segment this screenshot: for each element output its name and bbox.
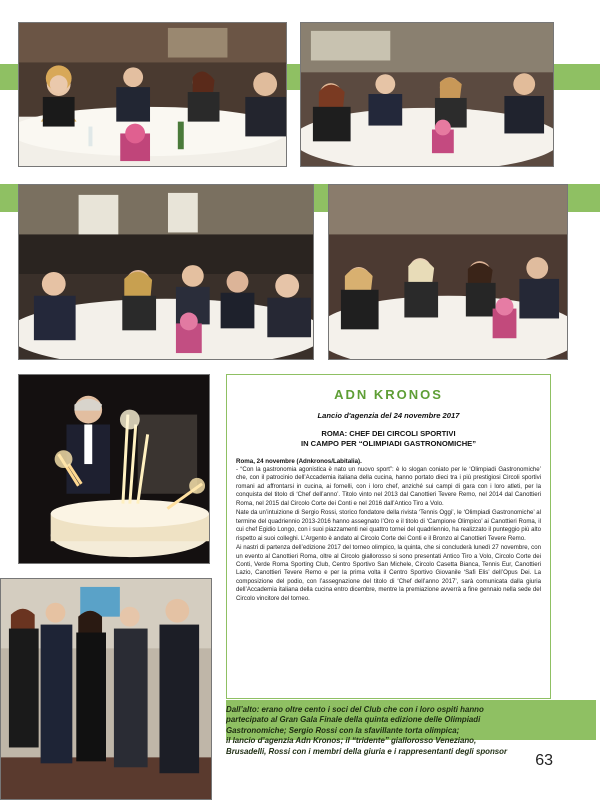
photo-dinner-table-2 bbox=[300, 22, 554, 167]
article-headline-line2: IN CAMPO PER “OLIMPIADI GASTRONOMICHE” bbox=[300, 439, 477, 448]
article-brand: ADN KRONOS bbox=[334, 387, 443, 402]
article-dateline: Roma, 24 novembre (Adnkronos/Labitalia). bbox=[236, 458, 362, 465]
photo-banquet-hall bbox=[18, 184, 314, 360]
photo-olympic-cake bbox=[18, 374, 210, 564]
photo-caption bbox=[226, 705, 596, 757]
page-number: 63 bbox=[535, 752, 553, 769]
news-article-box bbox=[226, 374, 551, 699]
photo-dinner-table-1 bbox=[18, 22, 287, 167]
caption-line: il lancio d’agenzia Adn Kronos; il “tridente” giallorosso Veneziano, bbox=[226, 736, 477, 746]
article-headline bbox=[236, 429, 541, 449]
article-paragraph: - “Con la gastronomia agonistica è nato un nuovo sport”: è lo slogan coniato per le ‘Olimpiadi Gastronomiche’ che, con il patrocinio dell’Accademia italiana della cucina, hanno portato dieci tra i più prestigiosi Circoli sportivi romani ad affrontarsi in cucina, ai fornelli, con i loro chef, anziché sui campi di gara con i loro atleti, per la conquista del titolo di ‘Chef dell’anno’. Titolo vinto nel 2013 dal Canottieri Tevere Remo, nel 2014 dal Canottieri Roma, nel 2015 dal Circolo Corte dei Conti e nel 2016 dall’Antico Tiro a Volo. bbox=[236, 466, 541, 507]
article-paragraph: Ai nastri di partenza dell’edizione 2017 del torneo olimpico, la quinta, che si concluderà lunedì 27 novembre, con un evento al Canottieri Roma, oltre al Circolo giallorosso si sono presentati Antico Tiro a Volo, Circolo Corte dei Conti, Verde Roma Sporting Club, Centro Sportivo San Michele, Circolo Casetta Bianca, Tennis Eur, Canottieri Lazio, Canottieri Tevere Remo e per la prima volta il Centro Sportivo Giovanile ‘Safi Elis’ dell’Opus Dei. La composizione del podio, con l’assegnazione del titolo di ‘Chef dell’anno 2017’, sarà comunicata dalla giuria dell’Accademia italiana della cucina entro dicembre, mentre la premiazione avverrà a fine gennaio nella sede del Circolo vincitore del torneo. bbox=[236, 544, 541, 602]
photo-dinner-table-3 bbox=[328, 184, 568, 360]
article-subtitle: Lancio d'agenzia del 24 novembre 2017 bbox=[317, 411, 460, 420]
caption-line: Gastronomiche; Sergio Rossi con la sfavillante torta olimpica; bbox=[226, 725, 460, 735]
article-headline-line1: ROMA: CHEF DEI CIRCOLI SPORTIVI bbox=[321, 429, 456, 438]
article-paragraph: Nate da un’intuizione di Sergio Rossi, storico fondatore della rivista ‘Tennis Oggi’, le ‘Olimpiadi Gastronomiche’ al termine del quadriennio 2013-2016 hanno assegnato l’Oro e il titolo di ‘Campione Olimpico’ ai Canottieri Roma, il cui chef Egidio Longo, con i suoi piazzamenti nei quattro tornei del quadriennio, ha realizzato il punteggio più alto rispetto ai suoi colleghi. L’Argento è andato al Circolo Corte dei Conti e il Bronzo al Canottieri Tevere Remo. bbox=[236, 509, 541, 542]
caption-line: Dall’alto: erano oltre cento i soci del Club che con i loro ospiti hanno bbox=[226, 705, 484, 714]
caption-line: partecipato al Gran Gala Finale della quinta edizione delle Olimpiadi bbox=[226, 715, 481, 725]
photo-group-portrait bbox=[0, 578, 212, 800]
caption-line: Brusadelli, Rossi con i membri della giuria e i rappresentanti degli sponsor bbox=[226, 746, 508, 756]
